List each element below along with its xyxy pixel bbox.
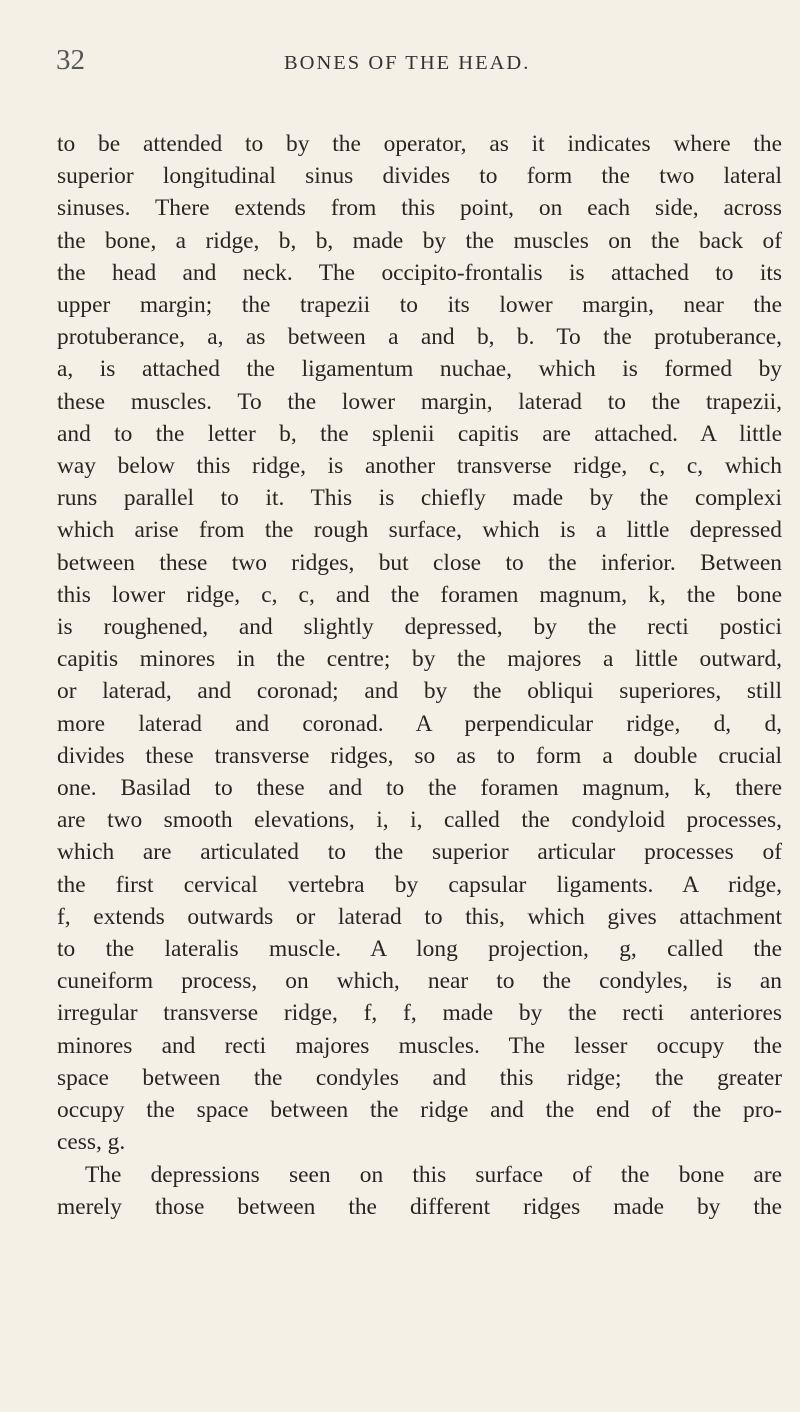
- text-line: cuneiform process, on which, near to the condyles, is an: [57, 968, 782, 995]
- text-line: are two smooth elevations, i, i, called the condyloid processes,: [57, 807, 782, 834]
- text-line: between these two ridges, but close to the inferior. Between: [57, 549, 782, 576]
- text-line: the first cervical vertebra by capsular ligaments. A ridge,: [57, 871, 782, 898]
- text-line: irregular transverse ridge, f, f, made by the recti anteriores: [57, 1000, 782, 1027]
- text-line: the head and neck. The occipito-frontalis is attached to its: [57, 259, 782, 286]
- text-line: or laterad, and coronad; and by the obliqui superiores, still: [57, 678, 782, 705]
- text-line: superior longitudinal sinus divides to form the two lateral: [57, 163, 782, 190]
- text-line: protuberance, a, as between a and b, b. To the protuberance,: [57, 324, 782, 351]
- page-number: 32: [56, 44, 85, 76]
- text-line: this lower ridge, c, c, and the foramen magnum, k, the bone: [57, 581, 782, 608]
- text-line: and to the letter b, the splenii capitis are attached. A little: [57, 420, 782, 447]
- text-line: way below this ridge, is another transverse ridge, c, c, which: [57, 453, 782, 480]
- text-line: more laterad and coronad. A perpendicular ridge, d, d,: [57, 710, 782, 737]
- text-line: divides these transverse ridges, so as to form a double crucial: [57, 742, 782, 769]
- text-line: these muscles. To the lower margin, laterad to the trapezii,: [57, 388, 782, 415]
- text-line: a, is attached the ligamentum nuchae, which is formed by: [57, 356, 782, 383]
- text-line: which arise from the rough surface, which is a little depressed: [57, 517, 782, 544]
- text-line: to be attended to by the operator, as it indicates where the: [57, 131, 782, 157]
- text-line: which are articulated to the superior articular processes of: [57, 839, 782, 866]
- text-line: merely those between the different ridges made by the: [57, 1193, 782, 1220]
- text-line: the bone, a ridge, b, b, made by the muscles on the back of: [57, 227, 782, 254]
- text-line: cess, g.: [57, 1129, 126, 1156]
- text-line: The depressions seen on this surface of the bone are: [85, 1161, 782, 1188]
- paragraph: [57, 128, 782, 1159]
- body-text: [57, 128, 782, 1223]
- text-line: occupy the space between the ridge and the end of the pro-: [57, 1097, 782, 1124]
- paragraph: [57, 1159, 782, 1223]
- text-line: space between the condyles and this ridge; the greater: [57, 1064, 782, 1091]
- text-line: capitis minores in the centre; by the majores a little outward,: [57, 646, 782, 673]
- text-line: upper margin; the trapezii to its lower margin, near the: [57, 292, 782, 319]
- text-line: runs parallel to it. This is chiefly made by the complexi: [57, 485, 782, 512]
- text-line: is roughened, and slightly depressed, by the recti postici: [57, 614, 782, 641]
- text-line: f, extends outwards or laterad to this, which gives attachment: [57, 903, 782, 930]
- text-line: to the lateralis muscle. A long projection, g, called the: [57, 936, 782, 963]
- text-line: minores and recti majores muscles. The lesser occupy the: [57, 1032, 782, 1059]
- running-head: BONES OF THE HEAD.: [284, 52, 531, 74]
- text-line: sinuses. There extends from this point, on each side, across: [57, 195, 782, 222]
- text-line: one. Basilad to these and to the foramen magnum, k, there: [57, 775, 782, 802]
